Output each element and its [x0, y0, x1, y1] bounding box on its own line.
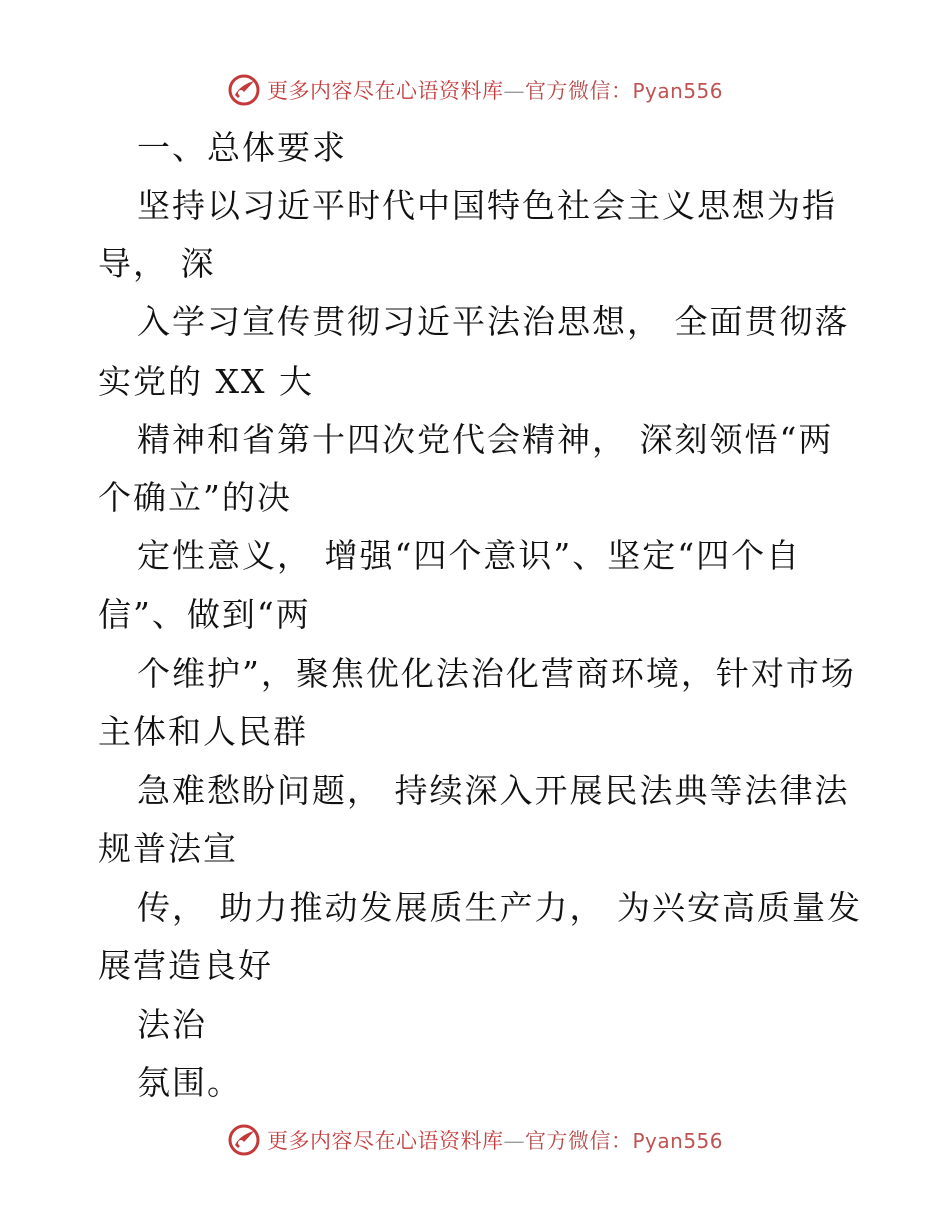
paragraph-line: 导， 深 — [98, 244, 216, 283]
paragraph-line: 规普法宣 — [98, 829, 238, 868]
paragraph-line: 个维护”，聚焦优化法治化营商环境，针对市场 — [137, 654, 856, 693]
paragraph-line: 展营造良好 — [98, 946, 273, 985]
paragraph-line: 精神和省第十四次党代会精神， 深刻领悟“两 — [137, 420, 834, 459]
watermark-wechat-id: Pyan556 — [632, 1129, 723, 1153]
paragraph-line: 急难愁盼问题， 持续深入开展民法典等法律法 — [137, 771, 850, 810]
paragraph-line: 实党的 XX 大 — [98, 362, 314, 401]
paragraph-line: 个确立”的决 — [98, 478, 292, 517]
paragraph-line: 法治 — [137, 1005, 207, 1044]
paragraph-line: 传， 助力推动发展质生产力， 为兴安高质量发 — [137, 888, 862, 927]
watermark-separator: — — [503, 79, 525, 103]
watermark-wechat-label: 官方微信： — [524, 79, 633, 103]
watermark-separator: — — [503, 1129, 525, 1153]
paragraph-line: 入学习宣传贯彻习近平法治思想， 全面贯彻落 — [137, 302, 850, 341]
watermark-brand: 更多内容尽在心语资料库 — [266, 1129, 504, 1153]
paragraph-line: 定性意义， 增强“四个意识”、坚定“四个自 — [137, 536, 802, 575]
watermark-wechat-id: Pyan556 — [632, 79, 723, 103]
watermark-brand: 更多内容尽在心语资料库 — [266, 79, 504, 103]
brush-seal-icon — [227, 73, 261, 107]
paragraph-line: 氛围。 — [137, 1063, 242, 1102]
header-watermark — [0, 70, 950, 110]
paragraph-line: 信”、做到“两 — [98, 595, 311, 634]
watermark-wechat-label: 官方微信： — [524, 1129, 633, 1153]
section-heading: 一、总体要求 — [137, 128, 347, 167]
brush-seal-icon — [227, 1123, 261, 1157]
paragraph-line: 坚持以习近平时代中国特色社会主义思想为指 — [137, 186, 837, 225]
footer-watermark — [0, 1120, 950, 1160]
paragraph-line: 主体和人民群 — [98, 712, 308, 751]
